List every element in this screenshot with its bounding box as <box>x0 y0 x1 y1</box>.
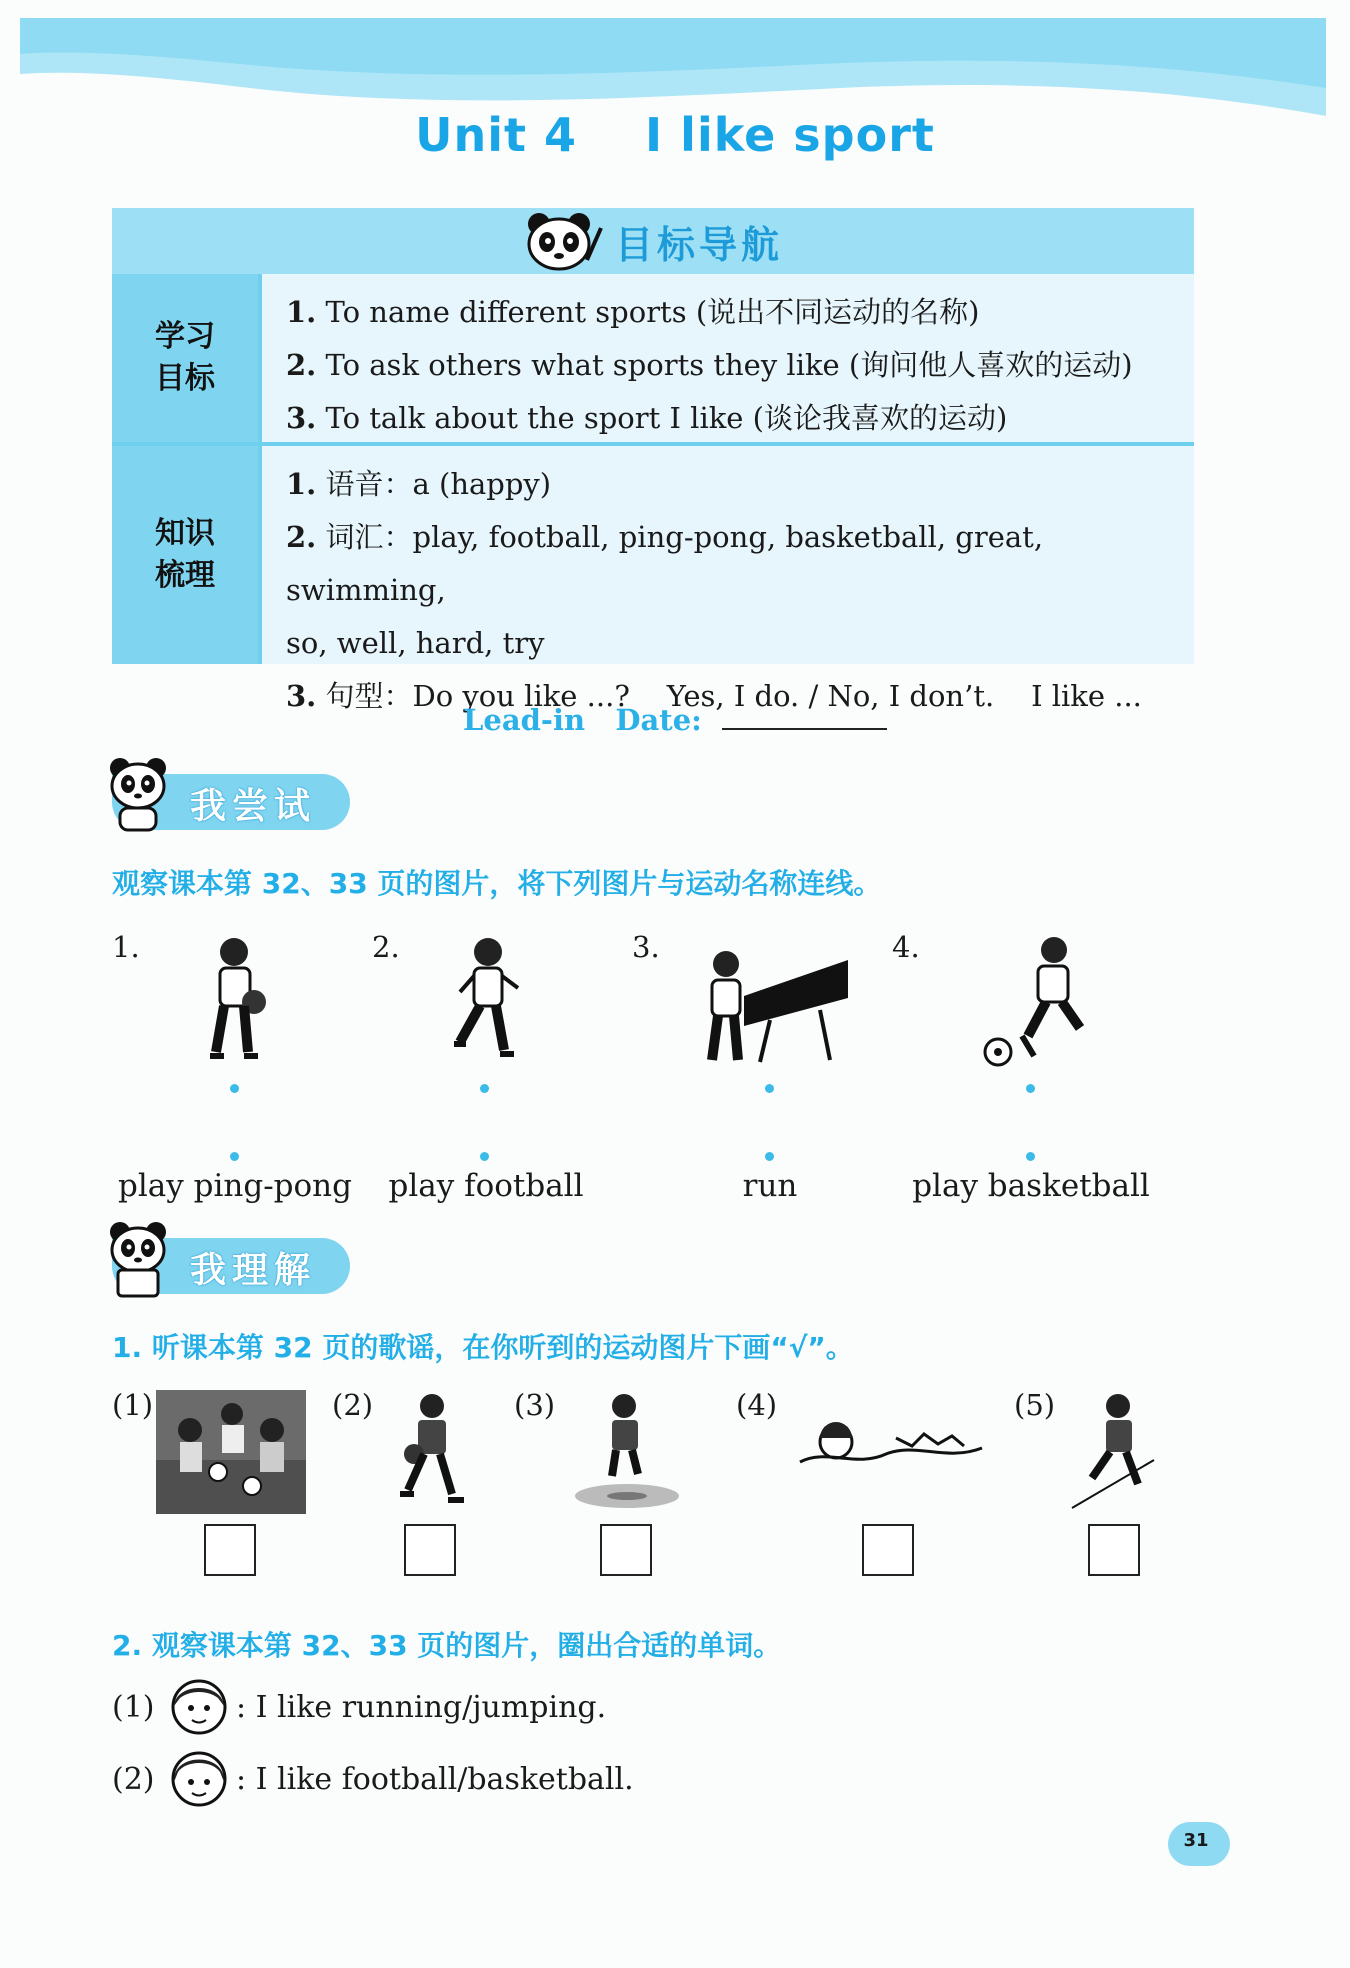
section-tag-understand <box>112 1238 350 1294</box>
item-number: 3. <box>632 930 660 964</box>
knowledge-label-text: 知识梳理 <box>155 516 215 593</box>
sport-label: play basketball <box>912 1168 1150 1204</box>
date-label: Date: <box>615 703 702 737</box>
girl-avatar <box>168 1676 230 1738</box>
section-tag-text: 我理解 <box>190 1250 317 1291</box>
learning-goal-item <box>286 286 1194 339</box>
item-number: 3. <box>286 679 317 713</box>
learning-goals-list <box>262 274 1194 442</box>
item-number: 1. <box>286 467 317 501</box>
knowledge-item <box>286 617 1194 670</box>
item-text: To talk about the sport I like (谈论我喜欢的运动) <box>325 401 1008 435</box>
item-text: 语音：a (happy) <box>325 467 552 501</box>
lead-in-label: Lead-in <box>463 703 586 737</box>
boy-running-illustration <box>1068 1390 1158 1514</box>
panda-icon <box>104 756 174 834</box>
instruction-q1: 1. 听课本第 32 页的歌谣，在你听到的运动图片下画“√”。 <box>112 1331 854 1364</box>
item-number: 4. <box>892 930 920 964</box>
item-number: (3) <box>514 1388 556 1422</box>
item-number: 1. <box>112 930 140 964</box>
match-dot-bottom[interactable] <box>1026 1152 1035 1161</box>
item-number: (2) <box>332 1388 374 1422</box>
sport-label: play ping-pong <box>118 1168 352 1204</box>
girl-basketball-illustration <box>196 932 276 1072</box>
q2-sentence: : I like football/basketball. <box>236 1762 634 1797</box>
item-text: 句型：Do you like ...? Yes, I do. / No, I don’t. I like ... <box>325 679 1142 713</box>
knowledge-list <box>262 446 1194 713</box>
match-dot-top[interactable] <box>1026 1084 1035 1093</box>
item-number: (4) <box>736 1388 778 1422</box>
panda-icon <box>104 1220 174 1298</box>
instruction-q2: 2. 观察课本第 32、33 页的图片，圈出合适的单词。 <box>112 1629 782 1662</box>
learning-goal-item <box>286 339 1194 392</box>
section-tag-try <box>112 774 350 830</box>
item-text: so, well, hard, try <box>286 626 545 660</box>
item-number: 1. <box>286 295 317 329</box>
answer-checkbox[interactable] <box>862 1524 914 1576</box>
kids-football-photo <box>156 1390 306 1514</box>
answer-checkbox[interactable] <box>1088 1524 1140 1576</box>
match-dot-top[interactable] <box>230 1084 239 1093</box>
knowledge-item <box>286 458 1194 511</box>
lead-in-line <box>0 702 1350 737</box>
q2-sentence: : I like running/jumping. <box>236 1690 607 1725</box>
match-dot-bottom[interactable] <box>480 1152 489 1161</box>
girl-avatar <box>168 1748 230 1810</box>
section-tag-text: 我尝试 <box>190 786 317 827</box>
sport-label: play football <box>388 1168 584 1204</box>
match-dot-bottom[interactable] <box>765 1152 774 1161</box>
match-dot-top[interactable] <box>480 1084 489 1093</box>
learning-goals-label-text: 学习目标 <box>155 319 215 396</box>
instruction-try: 观察课本第 32、33 页的图片，将下列图片与运动名称连线。 <box>112 867 882 900</box>
boy-ping-pong-illustration <box>700 950 850 1070</box>
q2-item-number: (1) <box>112 1690 155 1725</box>
item-text: To name different sports (说出不同运动的名称) <box>325 295 980 329</box>
goals-header <box>112 208 1194 274</box>
item-number: 2. <box>286 520 317 554</box>
match-dot-bottom[interactable] <box>230 1152 239 1161</box>
item-text: To ask others what sports they like (询问他人喜欢的运动) <box>325 348 1133 382</box>
match-dot-top[interactable] <box>765 1084 774 1093</box>
swimming-illustration <box>796 1408 986 1488</box>
unit-title: Unit 4 I like sport <box>415 108 935 162</box>
item-number: 3. <box>286 401 317 435</box>
item-number: 2. <box>372 930 400 964</box>
goals-box <box>112 208 1194 713</box>
item-number: (1) <box>112 1388 154 1422</box>
sport-label: run <box>742 1168 798 1204</box>
boy-basketball-illustration <box>388 1390 478 1514</box>
item-number: 2. <box>286 348 317 382</box>
answer-checkbox[interactable] <box>204 1524 256 1576</box>
knowledge-item <box>286 511 1194 617</box>
boy-running-illustration <box>446 932 526 1072</box>
answer-checkbox[interactable] <box>600 1524 652 1576</box>
boy-football-illustration <box>976 932 1096 1072</box>
answer-checkbox[interactable] <box>404 1524 456 1576</box>
goals-title: 目标导航 <box>614 222 783 267</box>
learning-goal-item <box>286 392 1194 445</box>
date-blank[interactable] <box>722 702 887 730</box>
q2-item-number: (2) <box>112 1762 155 1797</box>
learning-goals-label <box>112 274 258 442</box>
panda-icon <box>523 210 603 272</box>
item-number: (5) <box>1014 1388 1056 1422</box>
page-number: 31 <box>1183 1830 1209 1851</box>
girl-jumping-illustration <box>572 1390 682 1514</box>
item-text: 词汇：play, football, ping-pong, basketball, great, swimming, <box>286 520 1044 607</box>
knowledge-label <box>112 446 258 664</box>
